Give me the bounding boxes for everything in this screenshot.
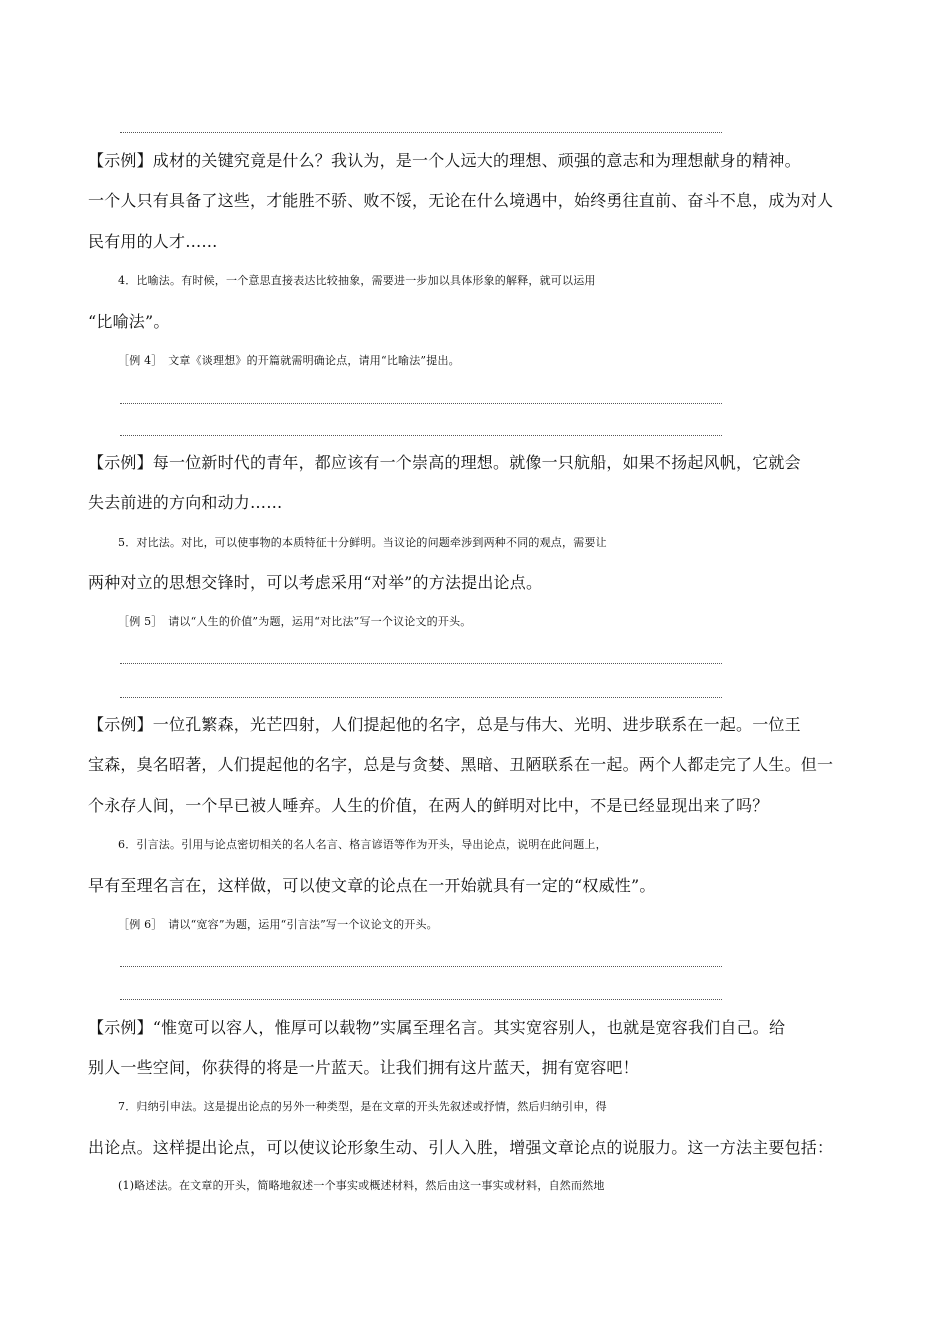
answer-blank-line: [120, 435, 722, 436]
example-answer-line: 失去前进的方向和动力……: [88, 493, 283, 512]
example-answer-line: 【示例】一位孔繁森，光芒四射，人们提起他的名字，总是与伟大、光明、进步联系在一起。一位王: [88, 715, 801, 734]
example-answer-line: 【示例】成材的关键究竟是什么？我认为，是一个人远大的理想、顽强的意志和为理想献身的精神。: [88, 151, 801, 170]
answer-blank-line: [120, 697, 722, 698]
answer-blank-line: [120, 966, 722, 967]
method-paragraph-line: (1)略述法。在文章的开头，简略地叙述一个事实或概述材料，然后由这一事实或材料，自然而然地: [118, 1179, 605, 1192]
method-paragraph-line: 两种对立的思想交锋时，可以考虑采用“对举”的方法提出论点。: [88, 573, 543, 592]
exercise-prompt: ［例 5］ 请以“人生的价值”为题，运用“对比法”写一个议论文的开头。: [118, 615, 472, 628]
method-paragraph-line: “比喻法”。: [88, 312, 170, 331]
method-paragraph-line: 出论点。这样提出论点，可以使议论形象生动、引人入胜，增强文章论点的说服力。这一方法主要包括：: [88, 1138, 834, 1157]
example-answer-line: 宝森，臭名昭著，人们提起他的名字，总是与贪婪、黑暗、丑陋联系在一起。两个人都走完了人生。但一: [88, 755, 834, 774]
example-answer-line: 一个人只有具备了这些，才能胜不骄、败不馁，无论在什么境遇中，始终勇往直前、奋斗不息，成为对人: [88, 191, 834, 210]
method-paragraph-line: 6．引言法。引用与论点密切相关的名人名言、格言谚语等作为开头，导出论点，说明在此问题上，: [118, 838, 607, 851]
answer-blank-line: [120, 132, 722, 133]
method-paragraph-line: 7．归纳引申法。这是提出论点的另外一种类型，是在文章的开头先叙述或抒情，然后归纳引申，得: [118, 1100, 607, 1113]
method-paragraph-line: 早有至理名言在，这样做，可以使文章的论点在一开始就具有一定的“权威性”。: [88, 876, 656, 895]
answer-blank-line: [120, 403, 722, 404]
method-paragraph-line: 4．比喻法。有时候，一个意思直接表达比较抽象，需要进一步加以具体形象的解释，就可以运用: [118, 274, 596, 287]
example-answer-line: 别人一些空间，你获得的将是一片蓝天。让我们拥有这片蓝天，拥有宽容吧！: [88, 1058, 639, 1077]
answer-blank-line: [120, 999, 722, 1000]
method-paragraph-line: 5．对比法。对比，可以使事物的本质特征十分鲜明。当议论的问题牵涉到两种不同的观点，需要让: [118, 536, 607, 549]
example-answer-line: 【示例】每一位新时代的青年，都应该有一个崇高的理想。就像一只航船，如果不扬起风帆，它就会: [88, 453, 801, 472]
example-answer-line: 民有用的人才……: [88, 232, 218, 251]
exercise-prompt: ［例 4］ 文章《谈理想》的开篇就需明确论点，请用“比喻法”提出。: [118, 354, 460, 367]
exercise-prompt: ［例 6］ 请以“宽容”为题，运用“引言法”写一个议论文的开头。: [118, 918, 438, 931]
example-answer-line: 【示例】“惟宽可以容人，惟厚可以载物”实属至理名言。其实宽容别人，也就是宽容我们自己。给: [88, 1018, 786, 1037]
answer-blank-line: [120, 663, 722, 664]
example-answer-line: 个永存人间，一个早已被人唾弃。人生的价值，在两人的鲜明对比中，不是已经显现出来了吗？: [88, 796, 769, 815]
